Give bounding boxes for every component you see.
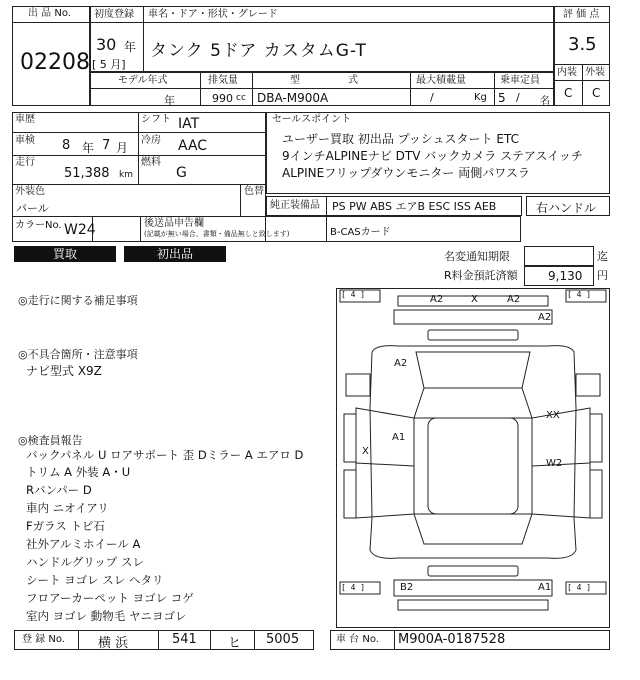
fuel-label: 燃料: [141, 157, 161, 168]
damage-left-x: X: [362, 446, 369, 457]
interior-grade: C: [564, 86, 573, 100]
model-code: DBA-M900A: [257, 91, 329, 105]
damage-rear-bumper: A2: [538, 312, 552, 323]
tire-tr-label: [ 4 ]: [567, 290, 592, 299]
registration-place: 横 浜: [98, 636, 129, 651]
first-reg-year: 30: [96, 35, 117, 54]
shaken-month: 7: [102, 138, 111, 153]
damage-left-door: A1: [392, 432, 406, 443]
sales-point-line-3: ALPINEフリップダウンモニター 両側パワスラ: [282, 166, 530, 180]
capacity-label: 乗車定員: [500, 75, 540, 86]
tire-tl-label: [ 4 ]: [341, 290, 366, 299]
type-label: 型: [290, 75, 300, 86]
car-outline-diagram: [336, 288, 610, 628]
mileage-label: 走行: [15, 157, 35, 168]
damage-rear-right: A2: [507, 294, 521, 305]
inspector-line-10: 室内 ヨゴレ 動物毛 ヤニヨゴレ: [26, 609, 187, 623]
registration-class: 541: [172, 632, 197, 647]
ac-label: 冷房: [141, 135, 161, 146]
recycle-amount: 9,130: [548, 269, 583, 283]
registration-label: 登 録 No.: [22, 634, 65, 645]
vehicle-label: 車名・ドア・形状・グレード: [148, 9, 278, 20]
damage-rear-mid: X: [471, 294, 478, 305]
color-no-value: W24: [64, 222, 96, 238]
first-reg-month: [ 5 月]: [92, 58, 126, 71]
chassis-label: 車 台 No.: [336, 634, 379, 645]
equipment-label: 純正装備品: [270, 200, 320, 211]
displacement-label: 排気量: [208, 75, 238, 86]
inspector-line-3: Rバンパー D: [26, 483, 92, 497]
post-doc-label: 後送品申告欄: [144, 218, 204, 229]
inspector-line-6: 社外アルミホイール A: [26, 537, 141, 551]
buyout-tag: 買取: [14, 246, 116, 262]
inspector-line-1: バックパネル U ロアサポート 歪 Dミラー A エアロ D: [26, 448, 304, 462]
first-listing-tag: 初出品: [124, 246, 226, 262]
lot-label: 出 品 No.: [28, 8, 71, 19]
handle-value: 右ハンドル: [536, 201, 597, 215]
exterior-grade: C: [592, 86, 601, 100]
shaken-year-unit: 年: [82, 141, 95, 155]
post-doc-value: B-CASカード: [330, 227, 391, 238]
score-label: 評 価 点: [563, 9, 600, 20]
damage-roof-left: A2: [394, 358, 408, 369]
chassis-number: M900A-0187528: [398, 632, 506, 647]
color-change-label: 色替: [244, 186, 264, 197]
vehicle-name: タンク 5ドア カスタムG-T: [150, 41, 367, 61]
max-load-sep: /: [430, 91, 434, 104]
score-value: 3.5: [568, 34, 597, 55]
inspector-line-4: 車内 ニオイアリ: [26, 501, 109, 515]
post-doc-note: (記載が無い場合、書類・備品無しと致します): [144, 230, 290, 238]
first-reg-label: 初度登録: [94, 9, 134, 20]
defects-title: ◎不具合箇所・注意事項: [18, 348, 138, 361]
exterior-label: 外装: [585, 67, 605, 78]
ext-color-label: 外装色: [15, 186, 45, 197]
driving-notes-title: ◎走行に関する補足事項: [18, 294, 138, 307]
damage-front-bumper-right: A1: [538, 582, 552, 593]
interior-label: 内装: [557, 67, 577, 78]
inspector-line-5: Fガラス トビ石: [26, 519, 105, 533]
inspector-line-8: シート ヨゴレ スレ ヘタリ: [26, 573, 164, 587]
damage-front-bumper-left: B2: [400, 582, 414, 593]
capacity-sep: /: [516, 91, 520, 104]
damage-right-w2: W2: [546, 458, 563, 469]
ext-color-value: パール: [16, 202, 49, 215]
defects-line-1: ナビ型式 X9Z: [26, 364, 102, 378]
fuel-value: G: [176, 165, 187, 181]
name-change-box: [524, 246, 594, 266]
history-label: 車歴: [15, 114, 35, 125]
sales-point-line-1: ユーザー買取 初出品 プッシュスタート ETC: [282, 132, 519, 146]
shaken-label: 車検: [15, 135, 35, 146]
inspector-line-7: ハンドルグリップ スレ: [26, 555, 144, 569]
inspector-line-2: トリム A 外装 A・U: [26, 465, 131, 479]
model-year-label: モデル年式: [118, 75, 168, 86]
ac-value: AAC: [178, 138, 208, 154]
sales-points-label: セールスポイント: [272, 114, 352, 125]
sales-point-line-2: 9インチALPINEナビ DTV バックカメラ ステアスイッチ: [282, 149, 583, 163]
capacity-value: 5: [498, 91, 506, 105]
max-load-unit: Kg: [474, 92, 487, 103]
shift-label: シフト: [141, 114, 171, 125]
inspector-title: ◎検査員報告: [18, 434, 83, 447]
mileage-unit: km: [119, 170, 133, 180]
first-reg-year-unit: 年: [124, 40, 137, 54]
shift-value: IAT: [178, 116, 200, 132]
type-label-2: 式: [348, 75, 358, 86]
shaken-month-unit: 月: [116, 141, 129, 155]
displacement-value: 990: [212, 92, 233, 105]
recycle-unit: 円: [597, 269, 608, 282]
model-year-unit: 年: [164, 94, 175, 107]
equipment-value: PS PW ABS エアB ESC ISS AEB: [332, 200, 497, 213]
color-no-label: カラーNo.: [15, 220, 62, 231]
mileage-value: 51,388: [64, 166, 110, 181]
name-change-unit: 迄: [597, 250, 608, 263]
recycle-label: R料金預託済額: [444, 269, 518, 282]
damage-rear-left: A2: [430, 294, 444, 305]
tire-bl-label: [ 4 ]: [341, 583, 366, 592]
displacement-unit: cc: [236, 93, 246, 103]
shaken-year: 8: [62, 138, 71, 153]
name-change-label: 名変通知期限: [444, 250, 510, 263]
max-load-label: 最大積載量: [416, 75, 466, 86]
inspector-line-9: フロアーカーペット ヨゴレ コゲ: [26, 591, 194, 605]
registration-number: 5005: [266, 632, 300, 647]
capacity-unit: 名: [540, 96, 550, 107]
tire-br-label: [ 4 ]: [567, 583, 592, 592]
lot-number: 02208: [20, 50, 90, 75]
damage-right-xx: XX: [546, 410, 560, 421]
registration-kana: ヒ: [228, 636, 242, 651]
